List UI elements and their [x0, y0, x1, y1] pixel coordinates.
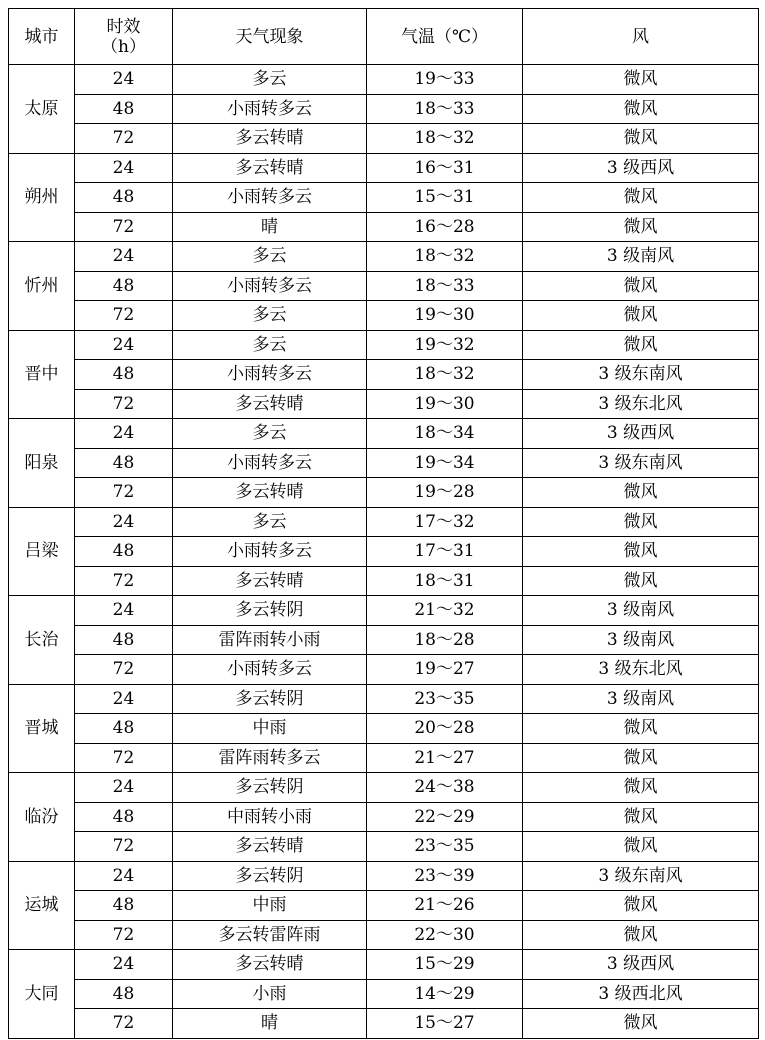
wind-cell: 3 级西风: [523, 950, 759, 980]
temp-cell: 18～28: [367, 625, 523, 655]
hours-cell: 72: [75, 301, 173, 331]
temp-cell: 21～26: [367, 891, 523, 921]
city-cell: 晋城: [9, 684, 75, 773]
wind-cell: 3 级南风: [523, 625, 759, 655]
wind-cell: 微风: [523, 271, 759, 301]
city-cell: 运城: [9, 861, 75, 950]
wind-cell: 3 级东南风: [523, 861, 759, 891]
table-row: [9, 802, 759, 832]
wind-cell: 3 级南风: [523, 242, 759, 272]
wind-cell: 微风: [523, 773, 759, 803]
hours-cell: 48: [75, 891, 173, 921]
weather-cell: 中雨转小雨: [173, 802, 367, 832]
temp-cell: 16～31: [367, 153, 523, 183]
hours-cell: 48: [75, 802, 173, 832]
temp-cell: 16～28: [367, 212, 523, 242]
weather-cell: 小雨转多云: [173, 655, 367, 685]
hours-cell: 72: [75, 389, 173, 419]
table-row: [9, 1009, 759, 1039]
wind-cell: 3 级东南风: [523, 360, 759, 390]
table-row: [9, 832, 759, 862]
hours-cell: 48: [75, 448, 173, 478]
temp-cell: 20～28: [367, 714, 523, 744]
hours-cell: 72: [75, 832, 173, 862]
hours-cell: 24: [75, 861, 173, 891]
weather-cell: 多云转晴: [173, 389, 367, 419]
header-hours: [75, 9, 173, 65]
wind-cell: 微风: [523, 537, 759, 567]
wind-cell: 微风: [523, 802, 759, 832]
hours-cell: 24: [75, 330, 173, 360]
weather-cell: 多云转雷阵雨: [173, 920, 367, 950]
weather-cell: 晴: [173, 212, 367, 242]
header-weather: 天气现象: [173, 9, 367, 65]
temp-cell: 18～32: [367, 360, 523, 390]
header-wind: 风: [523, 9, 759, 65]
table-row: [9, 360, 759, 390]
table-row: [9, 773, 759, 803]
wind-cell: 微风: [523, 301, 759, 331]
wind-cell: 3 级西风: [523, 419, 759, 449]
temp-cell: 19～30: [367, 301, 523, 331]
wind-cell: 微风: [523, 1009, 759, 1039]
hours-cell: 48: [75, 271, 173, 301]
header-row: [9, 9, 759, 65]
wind-cell: 微风: [523, 65, 759, 95]
table-row: [9, 153, 759, 183]
wind-cell: 微风: [523, 124, 759, 154]
table-row: [9, 419, 759, 449]
hours-cell: 24: [75, 242, 173, 272]
weather-cell: 多云转阴: [173, 773, 367, 803]
city-cell: 大同: [9, 950, 75, 1039]
wind-cell: 3 级南风: [523, 684, 759, 714]
temp-cell: 24～38: [367, 773, 523, 803]
hours-cell: 72: [75, 1009, 173, 1039]
table-row: [9, 183, 759, 213]
wind-cell: 微风: [523, 183, 759, 213]
temp-cell: 19～28: [367, 478, 523, 508]
hours-cell: 72: [75, 212, 173, 242]
table-row: [9, 65, 759, 95]
wind-cell: 微风: [523, 566, 759, 596]
table-row: [9, 655, 759, 685]
temp-cell: 18～33: [367, 94, 523, 124]
hours-cell: 24: [75, 419, 173, 449]
wind-cell: 微风: [523, 330, 759, 360]
temp-cell: 18～33: [367, 271, 523, 301]
header-hours-line2: （h）: [101, 36, 146, 57]
weather-cell: 多云转阴: [173, 861, 367, 891]
table-row: [9, 979, 759, 1009]
temp-cell: 19～32: [367, 330, 523, 360]
table-row: [9, 448, 759, 478]
wind-cell: 3 级东北风: [523, 389, 759, 419]
hours-cell: 72: [75, 743, 173, 773]
weather-cell: 多云: [173, 419, 367, 449]
header-temp: 气温（℃）: [367, 9, 523, 65]
table-row: [9, 861, 759, 891]
table-row: [9, 596, 759, 626]
hours-cell: 48: [75, 183, 173, 213]
weather-cell: 小雨转多云: [173, 94, 367, 124]
hours-cell: 72: [75, 566, 173, 596]
temp-cell: 23～39: [367, 861, 523, 891]
table-row: [9, 684, 759, 714]
weather-cell: 小雨转多云: [173, 537, 367, 567]
wind-cell: 微风: [523, 478, 759, 508]
weather-cell: 多云转阴: [173, 684, 367, 714]
wind-cell: 微风: [523, 891, 759, 921]
wind-cell: 3 级南风: [523, 596, 759, 626]
temp-cell: 15～27: [367, 1009, 523, 1039]
temp-cell: 18～32: [367, 242, 523, 272]
city-cell: 阳泉: [9, 419, 75, 508]
weather-cell: 小雨转多云: [173, 183, 367, 213]
hours-cell: 72: [75, 124, 173, 154]
temp-cell: 21～32: [367, 596, 523, 626]
table-row: [9, 242, 759, 272]
hours-cell: 24: [75, 153, 173, 183]
temp-cell: 19～34: [367, 448, 523, 478]
table-row: [9, 124, 759, 154]
temp-cell: 21～27: [367, 743, 523, 773]
hours-cell: 48: [75, 979, 173, 1009]
city-cell: 长治: [9, 596, 75, 685]
temp-cell: 15～31: [367, 183, 523, 213]
weather-cell: 雷阵雨转多云: [173, 743, 367, 773]
table-header: [9, 9, 759, 65]
table-body: [9, 65, 759, 1039]
weather-cell: 多云: [173, 65, 367, 95]
wind-cell: 3 级西风: [523, 153, 759, 183]
header-hours-line1: 时效: [106, 16, 141, 37]
table-row: [9, 301, 759, 331]
temp-cell: 18～32: [367, 124, 523, 154]
weather-cell: 多云转晴: [173, 153, 367, 183]
temp-cell: 17～31: [367, 537, 523, 567]
temp-cell: 23～35: [367, 684, 523, 714]
wind-cell: 微风: [523, 743, 759, 773]
temp-cell: 23～35: [367, 832, 523, 862]
temp-cell: 19～30: [367, 389, 523, 419]
wind-cell: 微风: [523, 714, 759, 744]
table-row: [9, 891, 759, 921]
wind-cell: 3 级东南风: [523, 448, 759, 478]
weather-cell: 中雨: [173, 714, 367, 744]
weather-cell: 多云转晴: [173, 950, 367, 980]
hours-cell: 72: [75, 478, 173, 508]
table-row: [9, 271, 759, 301]
weather-cell: 多云: [173, 242, 367, 272]
temp-cell: 17～32: [367, 507, 523, 537]
hours-cell: 48: [75, 94, 173, 124]
wind-cell: 微风: [523, 94, 759, 124]
hours-cell: 48: [75, 537, 173, 567]
temp-cell: 22～30: [367, 920, 523, 950]
hours-cell: 72: [75, 920, 173, 950]
table-row: [9, 330, 759, 360]
wind-cell: 微风: [523, 212, 759, 242]
hours-cell: 24: [75, 773, 173, 803]
weather-cell: 小雨转多云: [173, 448, 367, 478]
table-row: [9, 920, 759, 950]
temp-cell: 18～34: [367, 419, 523, 449]
hours-cell: 24: [75, 950, 173, 980]
table-row: [9, 507, 759, 537]
city-cell: 朔州: [9, 153, 75, 242]
temp-cell: 14～29: [367, 979, 523, 1009]
table-row: [9, 625, 759, 655]
hours-cell: 72: [75, 655, 173, 685]
table-row: [9, 389, 759, 419]
hours-cell: 48: [75, 625, 173, 655]
table-row: [9, 212, 759, 242]
temp-cell: 18～31: [367, 566, 523, 596]
weather-cell: 小雨转多云: [173, 271, 367, 301]
weather-cell: 小雨转多云: [173, 360, 367, 390]
table-row: [9, 566, 759, 596]
table-row: [9, 714, 759, 744]
temp-cell: 19～27: [367, 655, 523, 685]
hours-cell: 48: [75, 714, 173, 744]
weather-cell: 多云转晴: [173, 478, 367, 508]
wind-cell: 微风: [523, 832, 759, 862]
temp-cell: 19～33: [367, 65, 523, 95]
wind-cell: 3 级东北风: [523, 655, 759, 685]
city-cell: 吕梁: [9, 507, 75, 596]
weather-cell: 雷阵雨转小雨: [173, 625, 367, 655]
wind-cell: 微风: [523, 507, 759, 537]
weather-cell: 中雨: [173, 891, 367, 921]
city-cell: 忻州: [9, 242, 75, 331]
weather-cell: 多云: [173, 330, 367, 360]
weather-cell: 多云: [173, 301, 367, 331]
weather-cell: 多云转阴: [173, 596, 367, 626]
table-row: [9, 537, 759, 567]
hours-cell: 24: [75, 684, 173, 714]
weather-cell: 晴: [173, 1009, 367, 1039]
hours-cell: 24: [75, 596, 173, 626]
weather-cell: 多云转晴: [173, 832, 367, 862]
weather-cell: 多云转晴: [173, 566, 367, 596]
wind-cell: 微风: [523, 920, 759, 950]
table-row: [9, 478, 759, 508]
hours-cell: 24: [75, 65, 173, 95]
city-cell: 临汾: [9, 773, 75, 862]
hours-cell: 48: [75, 360, 173, 390]
weather-cell: 多云转晴: [173, 124, 367, 154]
wind-cell: 3 级西北风: [523, 979, 759, 1009]
table-row: [9, 950, 759, 980]
header-city: 城市: [9, 9, 75, 65]
forecast-table: [8, 8, 759, 1039]
table-row: [9, 743, 759, 773]
temp-cell: 15～29: [367, 950, 523, 980]
city-cell: 晋中: [9, 330, 75, 419]
weather-cell: 多云: [173, 507, 367, 537]
hours-cell: 24: [75, 507, 173, 537]
weather-cell: 小雨: [173, 979, 367, 1009]
temp-cell: 22～29: [367, 802, 523, 832]
table-row: [9, 94, 759, 124]
city-cell: 太原: [9, 65, 75, 154]
